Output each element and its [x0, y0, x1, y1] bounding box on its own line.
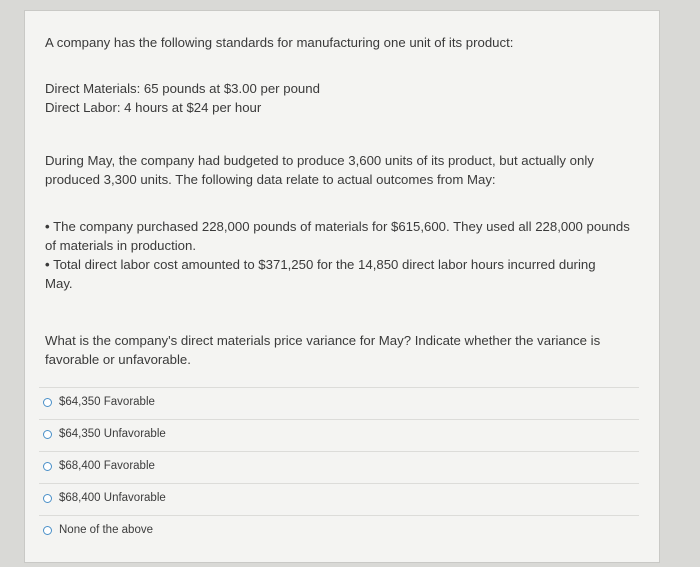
bullet-item-labor	[45, 255, 645, 274]
bullet-item-materials	[45, 217, 645, 236]
option-64350-unfavorable[interactable]	[43, 423, 166, 445]
option-none-of-the-above[interactable]	[43, 519, 153, 541]
option-68400-favorable[interactable]	[43, 455, 155, 477]
bullet-labor-line-2: May.	[45, 276, 73, 291]
option-68400-unfavorable[interactable]	[43, 487, 166, 509]
standard-direct-labor: Direct Labor: 4 hours at $24 per hour	[45, 100, 262, 115]
option-divider	[39, 387, 639, 388]
budget-line-1: During May, the company had budgeted to produce 3,600 units of its product, but actually only	[45, 153, 594, 168]
option-divider	[39, 419, 639, 420]
question-prompt-line-2: favorable or unfavorable.	[45, 352, 191, 367]
bullet-icon: •	[45, 257, 50, 272]
option-label: $68,400 Favorable	[59, 460, 155, 472]
radio-button-icon[interactable]	[43, 526, 52, 535]
option-label: $68,400 Unfavorable	[59, 492, 166, 504]
question-prompt-line-1: What is the company's direct materials price variance for May? Indicate whether the variance is	[45, 333, 601, 348]
bullet-materials-line-1: The company purchased 228,000 pounds of materials for $615,600. They used all 228,000 pounds	[53, 219, 630, 234]
radio-button-icon[interactable]	[43, 494, 52, 503]
radio-button-icon[interactable]	[43, 462, 52, 471]
bullet-materials-line-2: of materials in production.	[45, 238, 196, 253]
option-label: $64,350 Favorable	[59, 396, 155, 408]
option-label: None of the above	[59, 524, 153, 536]
actual-outcomes-list	[45, 217, 645, 293]
bullet-icon: •	[45, 219, 50, 234]
option-divider	[39, 451, 639, 452]
option-64350-favorable[interactable]	[43, 391, 155, 413]
question-intro: A company has the following standards for manufacturing one unit of its product:	[45, 35, 514, 50]
radio-button-icon[interactable]	[43, 398, 52, 407]
option-label: $64,350 Unfavorable	[59, 428, 166, 440]
option-divider	[39, 483, 639, 484]
option-divider	[39, 515, 639, 516]
budget-paragraph	[45, 151, 645, 189]
standard-direct-materials: Direct Materials: 65 pounds at $3.00 per pound	[45, 81, 320, 96]
question-card	[24, 10, 660, 563]
standards-block	[45, 79, 645, 117]
budget-line-2: produced 3,300 units. The following data relate to actual outcomes from May:	[45, 172, 496, 187]
question-prompt	[45, 331, 645, 369]
bullet-labor-line-1: Total direct labor cost amounted to $371,250 for the 14,850 direct labor hours incurred during	[53, 257, 596, 272]
radio-button-icon[interactable]	[43, 430, 52, 439]
